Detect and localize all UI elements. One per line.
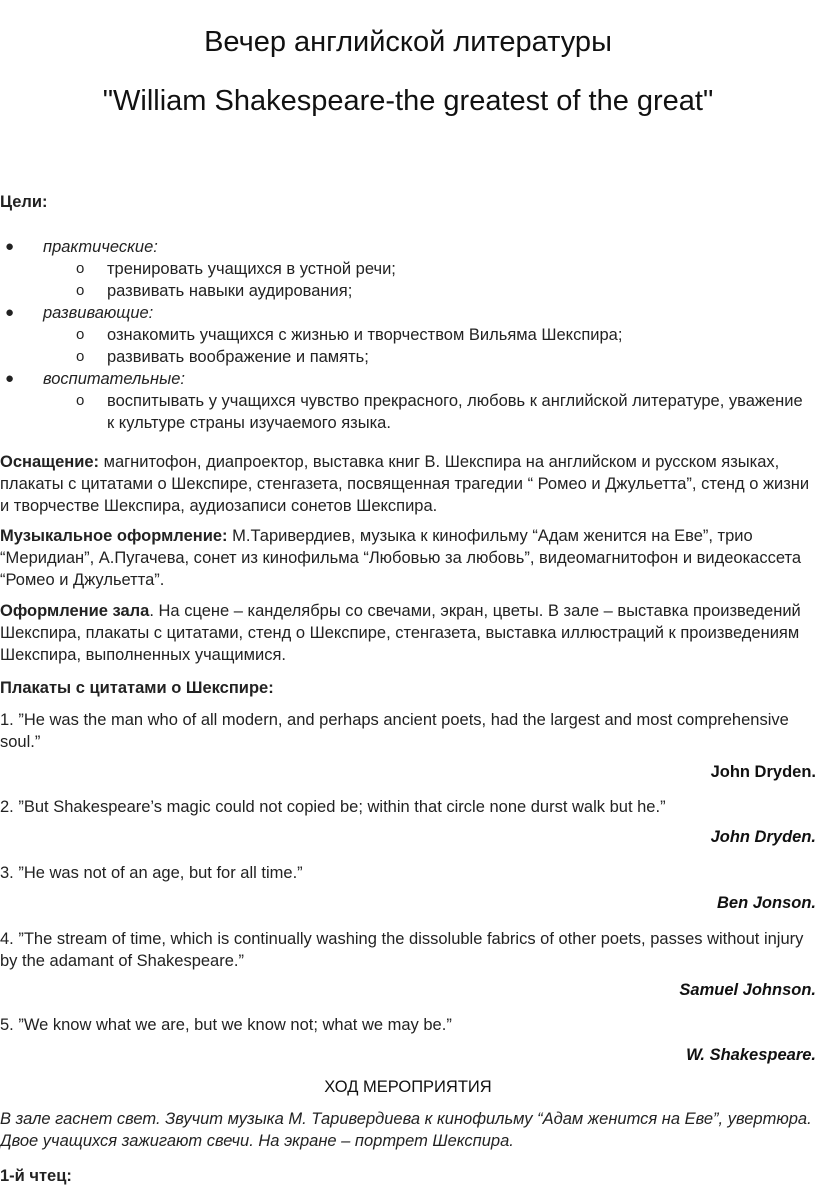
circle-bullet-icon: o — [76, 260, 85, 277]
goal-item: o ознакомить учащихся с жизнью и творчеством Вильяма Шекспира; — [76, 326, 623, 344]
posters-label: Плакаты с цитатами о Шекспире: — [0, 679, 274, 697]
quote-text: 4. ”The stream of time, which is continually washing the dissoluble fabrics of other poets, passes without injury by the adamant of Shakespeare.” — [0, 930, 804, 970]
quote-text: 2. ”But Shakespeare’s magic could not copied be; within that circle none durst walk but he.” — [0, 798, 666, 816]
bullet-icon: ● — [5, 370, 15, 387]
hall-label: Оформление зала — [0, 602, 150, 620]
goal-item: o воспитывать у учащихся чувство прекрасного, любовь к английской литературе, уважение к культуре страны изучаемого языка. — [76, 392, 803, 432]
quote-text: 3. ”He was not of an age, but for all time.” — [0, 864, 303, 882]
equipment-label: Оснащение: — [0, 453, 100, 471]
quote-text: 5. ”We know what we are, but we know not; what we may be.” — [0, 1016, 452, 1034]
quote-author: John Dryden. — [710, 828, 816, 846]
circle-bullet-icon: o — [76, 282, 85, 299]
quote-author: Samuel Johnson. — [679, 981, 816, 999]
event-intro: В зале гаснет свет. Звучит музыка М. Таривердиева к кинофильму “Адам женится на Еве”, увертюра. Двое учащихся зажигают свечи. На экране – портрет Шекспира. — [0, 1110, 812, 1150]
bullet-icon: ● — [5, 304, 15, 321]
quote-author: John Dryden. — [710, 763, 816, 781]
goal-item: o тренировать учащихся в устной речи; — [76, 260, 396, 278]
goal-group-educational — [0, 368, 814, 434]
goals-list — [0, 236, 814, 434]
equipment-paragraph: Оснащение: магнитофон, диапроектор, выставка книг В. Шекспира на английском и русском языках, плакаты с цитатами о Шекспире, стенгазета, посвященная трагедии “ Ромео и Джульетта”, стенд о жизни и творчестве Шекспира, аудиозаписи сонетов Шекспира. — [0, 453, 810, 515]
music-label: Музыкальное оформление: — [0, 527, 228, 545]
quote-text: 1. ”He was the man who of all modern, and perhaps ancient poets, had the largest and most comprehensive soul.” — [0, 711, 789, 751]
circle-bullet-icon: o — [76, 392, 85, 409]
bullet-icon: ● — [5, 238, 15, 255]
document-subtitle: "William Shakespeare-the greatest of the great" — [102, 85, 714, 117]
goal-group-developing — [0, 302, 814, 368]
event-heading: ХОД МЕРОПРИЯТИЯ — [324, 1078, 492, 1096]
circle-bullet-icon: o — [76, 326, 85, 343]
quote-author: W. Shakespeare. — [686, 1046, 816, 1064]
goal-group-name: развивающие: — [43, 304, 154, 322]
reader-label: 1-й чтец: — [0, 1167, 72, 1185]
goal-item: o развивать воображение и память; — [76, 348, 369, 366]
goal-item: o развивать навыки аудирования; — [76, 282, 353, 300]
circle-bullet-icon: o — [76, 348, 85, 365]
goal-group-practical — [0, 236, 814, 302]
goal-group-name: практические: — [43, 238, 158, 256]
goal-group-name: воспитательные: — [43, 370, 186, 388]
music-paragraph: Музыкальное оформление: М.Таривердиев, музыка к кинофильму “Адам женится на Еве”, трио “Меридиан”, А.Пугачева, сонет из кинофильма “Любовью за любовь”, видеомагнитофон и видеокассета “Ромео и Джульетта”. — [0, 527, 802, 589]
hall-paragraph: Оформление зала. На сцене – канделябры со свечами, экран, цветы. В зале – выставка произведений Шекспира, плакаты с цитатами, стенд о Шекспире, стенгазета, выставка иллюстраций к произведениям Шекспира, выполненных учащимися. — [0, 602, 801, 664]
document-title: Вечер английской литературы — [204, 26, 612, 58]
goals-label: Цели: — [0, 193, 48, 211]
quote-author: Ben Jonson. — [716, 894, 816, 912]
